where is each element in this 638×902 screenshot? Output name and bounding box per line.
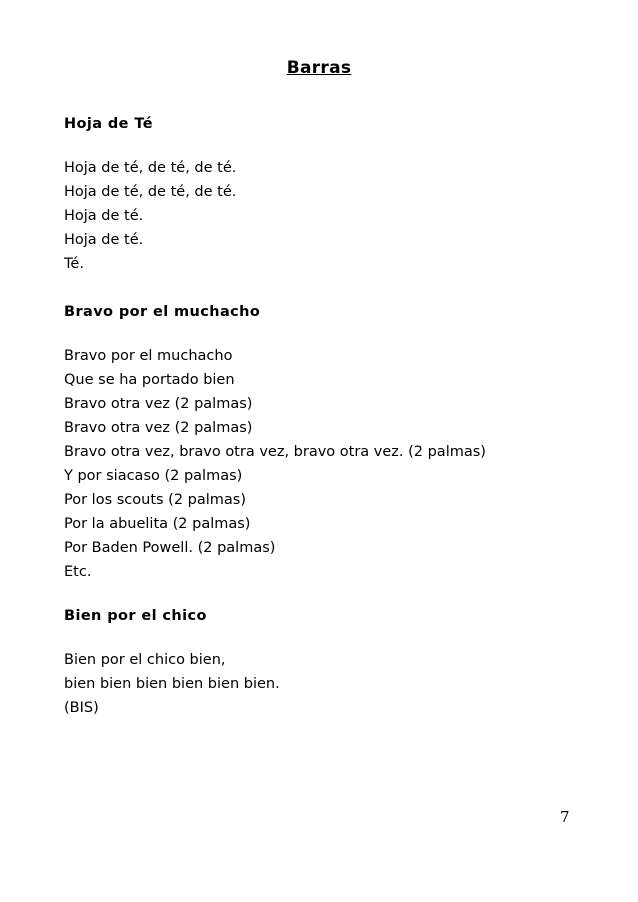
song-lyrics [64, 344, 584, 584]
song-heading: Bravo por el muchacho [64, 304, 261, 320]
lyric-line: Bien por el chico bien, [64, 652, 226, 668]
lyric-line: Hoja de té, de té, de té. [64, 160, 237, 176]
lyric-line: Hoja de té. [64, 208, 144, 224]
lyric-line: Y por siacaso (2 palmas) [64, 468, 243, 484]
song-heading: Hoja de Té [64, 116, 153, 132]
song-lyrics [64, 156, 584, 276]
lyric-line: Té. [64, 256, 84, 272]
lyric-line: Etc. [64, 564, 92, 580]
lyric-line: Por los scouts (2 palmas) [64, 492, 247, 508]
lyric-line: Por Baden Powell. (2 palmas) [64, 540, 276, 556]
lyric-line: Bravo otra vez (2 palmas) [64, 420, 253, 436]
lyric-line: Hoja de té, de té, de té. [64, 184, 237, 200]
lyric-line: Hoja de té. [64, 232, 144, 248]
song-lyrics [64, 648, 584, 720]
lyric-line: Bravo otra vez, bravo otra vez, bravo otra vez. (2 palmas) [64, 444, 486, 460]
page-number: 7 [560, 808, 570, 826]
lyric-line: Por la abuelita (2 palmas) [64, 516, 251, 532]
song-bravo-por-el-muchacho [64, 300, 584, 584]
song-hoja-de-te [64, 112, 584, 276]
lyric-line: Que se ha portado bien [64, 372, 235, 388]
lyric-line: Bravo por el muchacho [64, 348, 233, 364]
lyric-line: bien bien bien bien bien bien. [64, 676, 280, 692]
lyric-line: (BIS) [64, 700, 99, 716]
song-heading: Bien por el chico [64, 608, 207, 624]
page-title: Barras [286, 58, 352, 78]
song-bien-por-el-chico [64, 604, 584, 720]
lyric-line: Bravo otra vez (2 palmas) [64, 396, 253, 412]
